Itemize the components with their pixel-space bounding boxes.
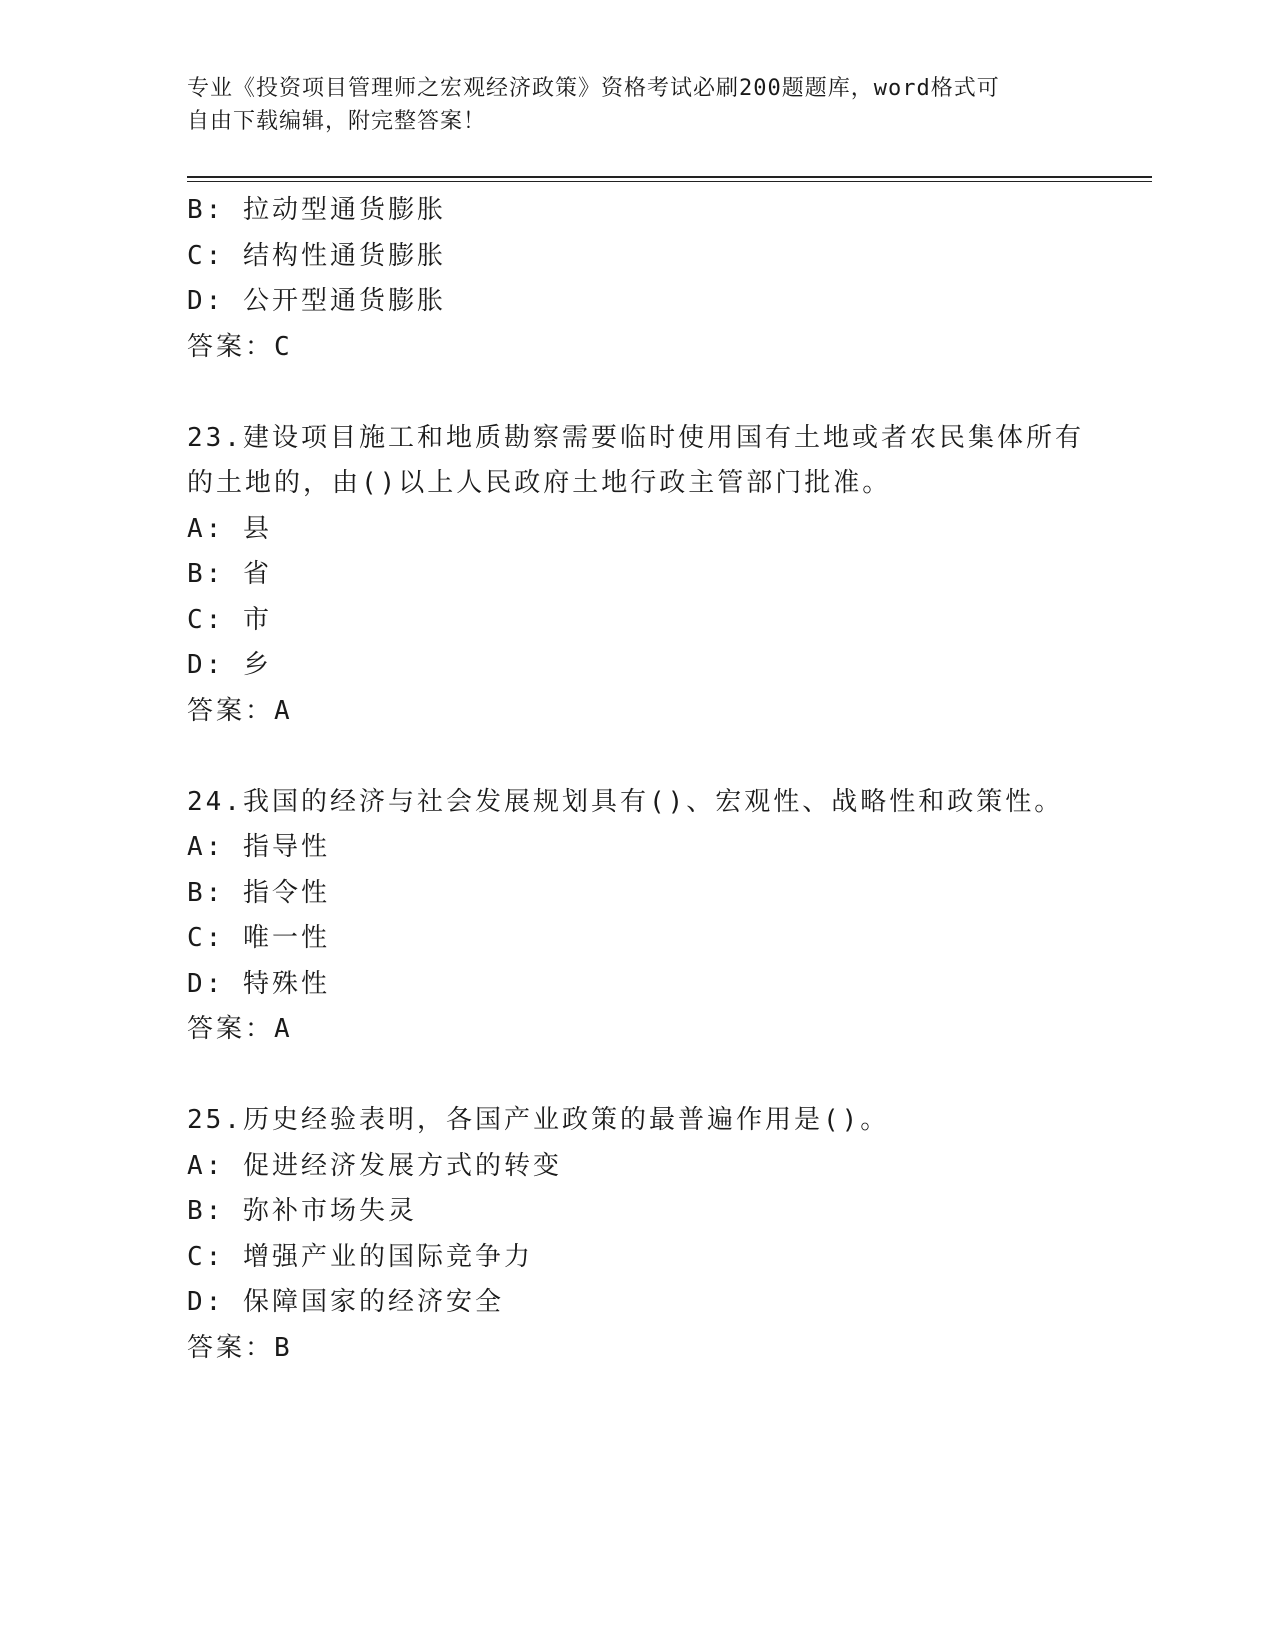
answer: 答案：B xyxy=(187,1332,293,1363)
question-text-line-1: 23.建设项目施工和地质勘察需要临时使用国有土地或者农民集体所有 xyxy=(187,422,1084,453)
option-a: A: 县 xyxy=(187,513,272,544)
option-b: B: 省 xyxy=(187,559,272,589)
option-c: C: 市 xyxy=(187,604,272,635)
option-d: D: 公开型通货膨胀 xyxy=(187,286,446,316)
answer: 答案：C xyxy=(187,331,293,362)
document-header xyxy=(187,72,1087,138)
answer: 答案：A xyxy=(187,1014,293,1044)
spacer xyxy=(187,734,1087,780)
option-b: B: 指令性 xyxy=(187,877,330,908)
option-c: C: 增强产业的国际竞争力 xyxy=(187,1241,533,1272)
question-text-line-1: 25.历史经验表明，各国产业政策的最普遍作用是()。 xyxy=(187,1105,890,1135)
spacer xyxy=(187,370,1087,416)
option-b: B: 拉动型通货膨胀 xyxy=(187,195,446,225)
option-a: A: 指导性 xyxy=(187,832,330,862)
option-c: C: 结构性通货膨胀 xyxy=(187,240,446,271)
header-title-line-2: 自由下载编辑，附完整答案！ xyxy=(187,109,487,134)
question-22 xyxy=(187,188,1087,370)
option-d: D: 乡 xyxy=(187,650,272,680)
option-a: A: 促进经济发展方式的转变 xyxy=(187,1150,562,1181)
header-divider-thin xyxy=(187,181,1152,182)
question-25 xyxy=(187,1098,1087,1371)
answer: 答案：A xyxy=(187,695,293,726)
question-text-line-2: 的土地的，由()以上人民政府土地行政主管部门批准。 xyxy=(187,468,892,498)
option-b: B: 弥补市场失灵 xyxy=(187,1196,417,1226)
question-list xyxy=(187,188,1087,1371)
question-23 xyxy=(187,416,1087,735)
spacer xyxy=(187,1053,1087,1099)
option-d: D: 特殊性 xyxy=(187,968,330,999)
question-24 xyxy=(187,780,1087,1053)
option-c: C: 唯一性 xyxy=(187,923,330,953)
header-divider-thick xyxy=(187,176,1152,178)
header-title-line-1: 专业《投资项目管理师之宏观经济政策》资格考试必刷200题题库，word格式可 xyxy=(187,76,1000,101)
option-d: D: 保障国家的经济安全 xyxy=(187,1287,504,1317)
question-text-line-1: 24.我国的经济与社会发展规划具有()、宏观性、战略性和政策性。 xyxy=(187,786,1064,817)
